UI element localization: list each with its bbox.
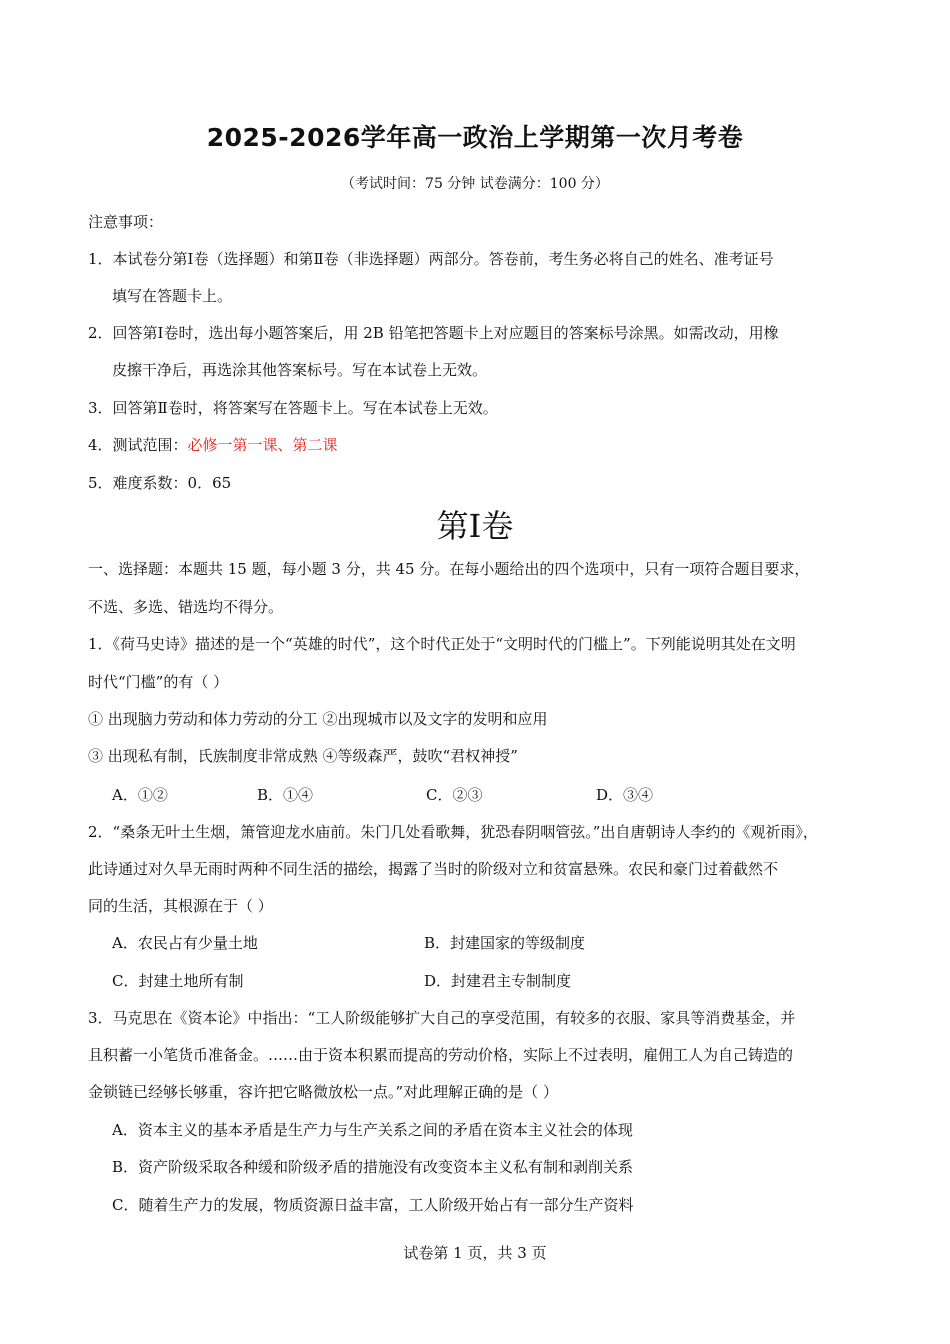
question-3-option-b[interactable]: B．资产阶级采取各种缓和阶级矛盾的措施没有改变资本主义私有制和剥削关系 xyxy=(112,1158,634,1176)
question-2-stem-cont-2: 同的生活，其根源在于（ ） xyxy=(88,897,273,915)
question-2-option-a[interactable]: A．农民占有少量土地 xyxy=(112,934,258,952)
question-2-stem-cont-1: 此诗通过对久旱无雨时两种不同生活的描绘，揭露了当时的阶级对立和贫富悬殊。农民和豪门过着截然不 xyxy=(88,860,779,878)
notice-heading: 注意事项： xyxy=(88,213,164,231)
notice-item-4 xyxy=(88,435,338,455)
notice-item-1-cont: 填写在答题卡上。 xyxy=(112,287,233,305)
question-2-option-c[interactable]: C．封建土地所有制 xyxy=(112,972,244,990)
page-footer: 试卷第 1 页，共 3 页 xyxy=(403,1244,547,1262)
notice-item-2: 2．回答第Ⅰ卷时，选出每小题答案后，用 2B 铅笔把答题卡上对应题目的答案标号涂黑。如需改动，用橡 xyxy=(88,324,779,342)
question-1-option-c[interactable]: C．②③ xyxy=(426,786,483,804)
section-instructions-cont: 不选、多选、错选均不得分。 xyxy=(88,598,284,616)
notice-item-2-cont: 皮擦干净后，再选涂其他答案标号。写在本试卷上无效。 xyxy=(112,361,488,379)
question-3-option-c[interactable]: C．随着生产力的发展，物质资源日益丰富，工人阶级开始占有一部分生产资料 xyxy=(112,1196,634,1214)
section-instructions: 一、选择题：本题共 15 题，每小题 3 分，共 45 分。在每小题给出的四个选项中，只有一项符合题目要求， xyxy=(88,560,810,578)
question-1-stem-cont: 时代“门槛”的有（ ） xyxy=(88,673,229,691)
test-scope-highlight: 必修一第一课、第二课 xyxy=(187,436,338,454)
question-2-option-d[interactable]: D．封建君主专制制度 xyxy=(424,972,572,990)
question-2-stem: 2．“桑条无叶土生烟，箫管迎龙水庙前。朱门几处看歌舞，犹恐春阴咽管弦。”出自唐朝诗人李约的《观祈雨》， xyxy=(88,823,818,841)
question-1-statements-a: ① 出现脑力劳动和体力劳动的分工 ②出现城市以及文字的发明和应用 xyxy=(88,710,548,728)
notice-item-4-prefix: 4．测试范围： xyxy=(88,436,188,454)
question-3-stem-cont-1: 且积蓄一小笔货币准备金。……由于资本积累而提高的劳动价格，实际上不过表明，雇佣工人为自己铸造的 xyxy=(88,1046,794,1064)
exam-subtitle: （考试时间：75 分钟 试卷满分：100 分） xyxy=(341,176,609,192)
notice-item-1: 1．本试卷分第Ⅰ卷（选择题）和第Ⅱ卷（非选择题）两部分。答卷前，考生务必将自己的姓名、准考证号 xyxy=(88,250,774,268)
exam-title: 2025-2026学年高一政治上学期第一次月考卷 xyxy=(206,123,744,152)
question-1-statements-b: ③ 出现私有制，氏族制度非常成熟 ④等级森严，鼓吹“君权神授” xyxy=(88,747,518,765)
notice-item-3: 3．回答第Ⅱ卷时，将答案写在答题卡上。写在本试卷上无效。 xyxy=(88,399,498,417)
question-3-stem: 3．马克思在《资本论》中指出：“工人阶级能够扩大自己的享受范围，有较多的衣服、家具等消费基金，并 xyxy=(88,1009,796,1027)
question-1-option-a[interactable]: A．①② xyxy=(112,786,168,804)
section-title: 第Ⅰ卷 xyxy=(436,507,514,545)
question-3-option-a[interactable]: A．资本主义的基本矛盾是生产力与生产关系之间的矛盾在资本主义社会的体现 xyxy=(112,1121,633,1139)
question-1-stem: 1．《荷马史诗》描述的是一个“英雄的时代”，这个时代正处于“文明时代的门槛上”。下列能说明其处在文明 xyxy=(88,635,796,653)
question-3-stem-cont-2: 金锁链已经够长够重，容许把它略微放松一点。”对此理解正确的是（ ） xyxy=(88,1083,558,1101)
question-1-option-d[interactable]: D．③④ xyxy=(596,786,654,804)
question-1-option-b[interactable]: B．①④ xyxy=(257,786,314,804)
question-2-option-b[interactable]: B．封建国家的等级制度 xyxy=(424,934,586,952)
notice-item-5: 5．难度系数：0．65 xyxy=(88,474,232,492)
